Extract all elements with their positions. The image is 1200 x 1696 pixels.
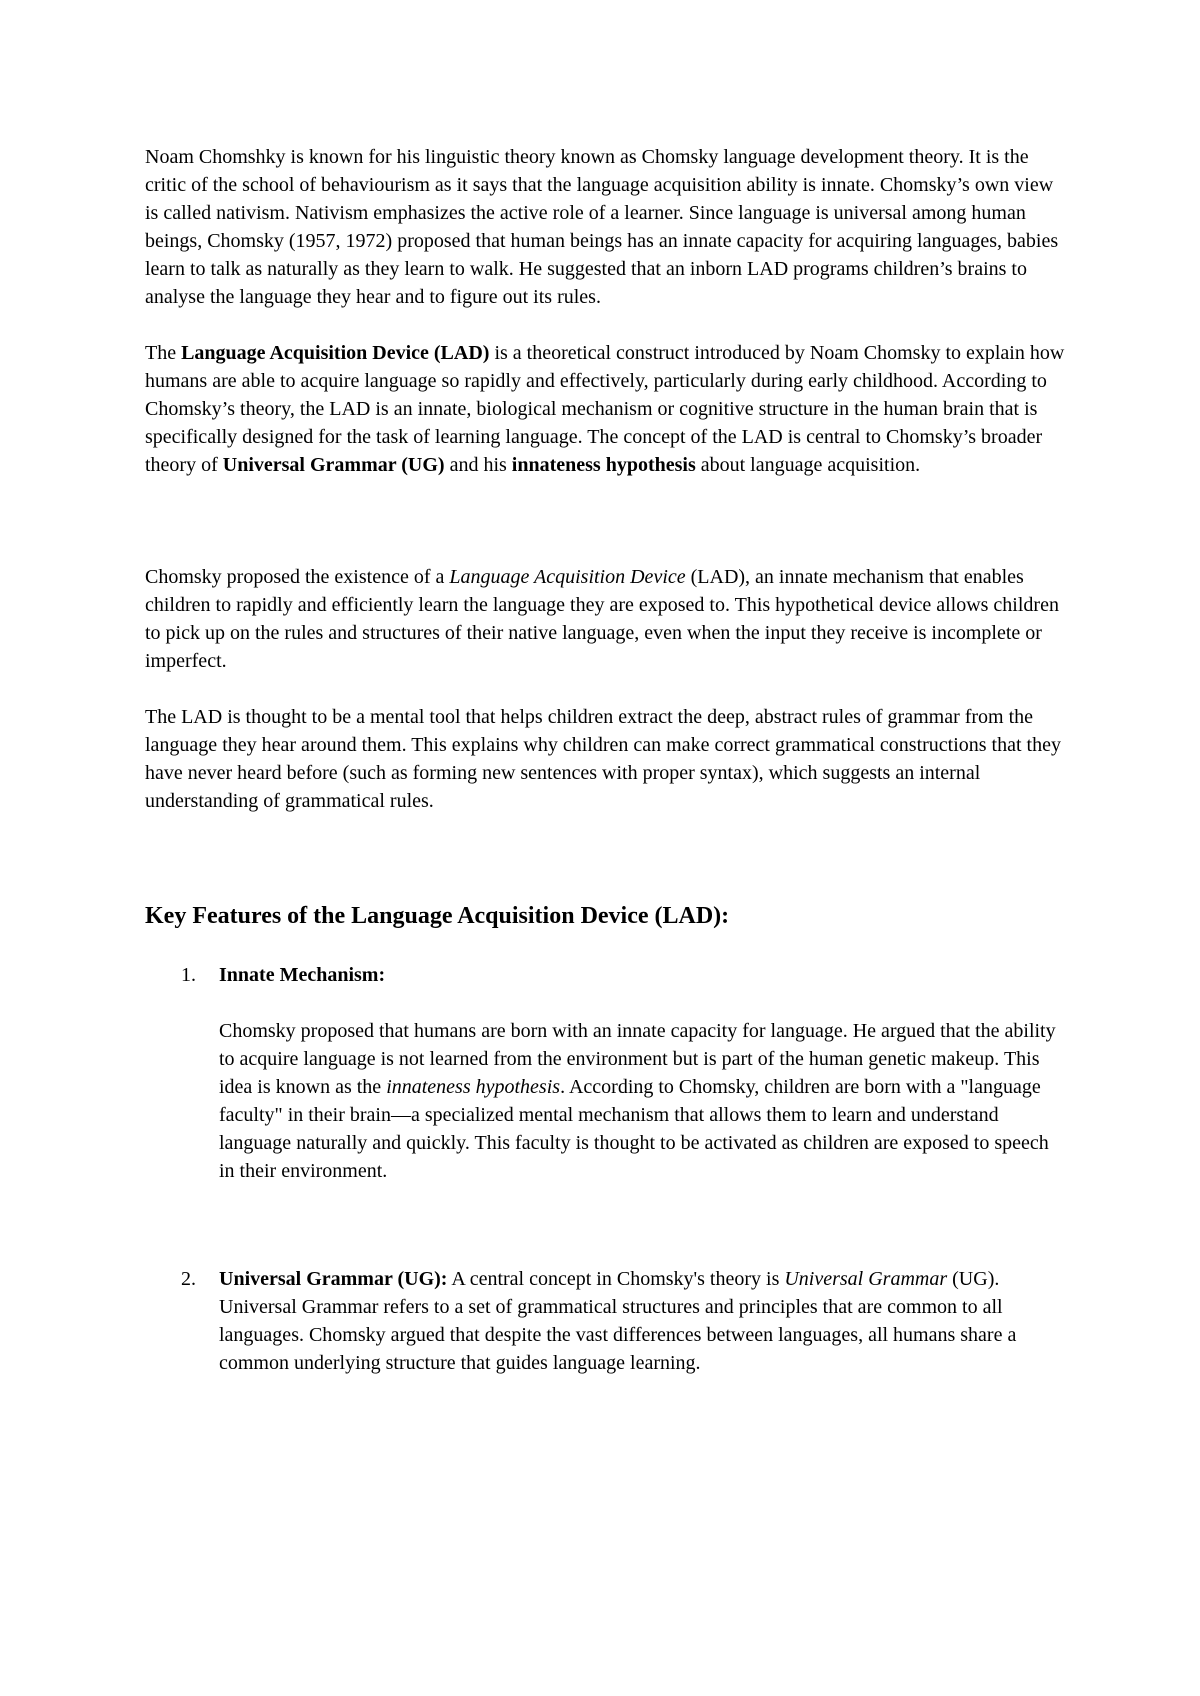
text-run: about language acquisition. [695,454,921,476]
list-item [145,1265,1065,1377]
bold-term-universal-grammar: Universal Grammar (UG) [222,454,445,476]
text-run: A central concept in Chomsky's theory is [447,1268,785,1290]
text-run: Chomsky proposed the existence of a [145,566,450,588]
text-run: Chomsky proposed that humans are born with an innate capacity for language. He argued that the ability to acquire language is not learned from the environment but is part of the human genetic makeup. This idea is known as the [219,1020,1056,1098]
section-heading: Key Features of the Language Acquisition Device (LAD): [145,903,730,929]
italic-term-lad: Language Acquisition Device [449,566,686,588]
bold-term-innateness-hypothesis: innateness hypothesis [511,454,696,476]
document-page [145,143,1065,1377]
list-number: 1. [181,964,196,986]
text-run: is a theoretical construct introduced by Noam Chomsky to explain how humans are able to acquire language so rapidly and effectively, particularly during early childhood. According to Chomsky’s theory, the LAD is an innate, biological mechanism or cognitive structure in the human brain that is specifically designed for the task of learning language. The concept of the LAD is central to Chomsky’s broader theory of [145,342,1065,476]
features-list [145,961,1065,1377]
item-title: Universal Grammar (UG): [219,1268,448,1290]
item-body [219,1017,1065,1185]
text-run: and his [444,454,512,476]
lad-definition-paragraph [145,339,1065,479]
item-title: Innate Mechanism: [219,964,386,986]
text-run: (LAD), an innate mechanism that enables children to rapidly and efficiently learn the language they are exposed to. This hypothetical device allows children to pick up on the rules and structures of their native language, even when the input they receive is incomplete or imperfect. [145,566,1059,672]
lad-existence-paragraph [145,563,1065,675]
italic-term-innateness-hypothesis: innateness hypothesis [386,1076,561,1098]
intro-paragraph: Noam Chomshky is known for his linguistic theory known as Chomsky language development theory. It is the critic of the school of behaviourism as it says that the language acquisition ability is innate. Chomsky’s own view is called nativism. Nativism emphasizes the active role of a learner. Since language is universal among human beings, Chomsky (1957, 1972) proposed that human beings has an innate capacity for acquiring languages, babies learn to talk as naturally as they learn to walk. He suggested that an inborn LAD programs children’s brains to analyse the language they hear and to figure out its rules. [145,146,1059,308]
text-run: The [145,342,182,364]
text-run: . According to Chomsky, children are born with a "language faculty" in their brain—a specialized mental mechanism that allows them to learn and understand language naturally and quickly. This faculty is thought to be activated as children are exposed to speech in their environment. [219,1076,1049,1182]
text-run: (UG). Universal Grammar refers to a set of grammatical structures and principles that are common to all languages. Chomsky argued that despite the vast differences between languages, all humans share a common underlying structure that guides language learning. [219,1268,1017,1374]
item-body [219,1265,1065,1377]
bold-term-lad: Language Acquisition Device (LAD) [181,342,490,364]
list-number: 2. [181,1268,196,1290]
lad-mental-tool-paragraph: The LAD is thought to be a mental tool that helps children extract the deep, abstract rules of grammar from the language they hear around them. This explains why children can make correct grammatical constructions that they have never heard before (such as forming new sentences with proper syntax), which suggests an internal understanding of grammatical rules. [145,706,1061,812]
list-item [145,961,1065,1185]
item-heading [219,961,1065,989]
italic-term-universal-grammar: Universal Grammar [784,1268,948,1290]
